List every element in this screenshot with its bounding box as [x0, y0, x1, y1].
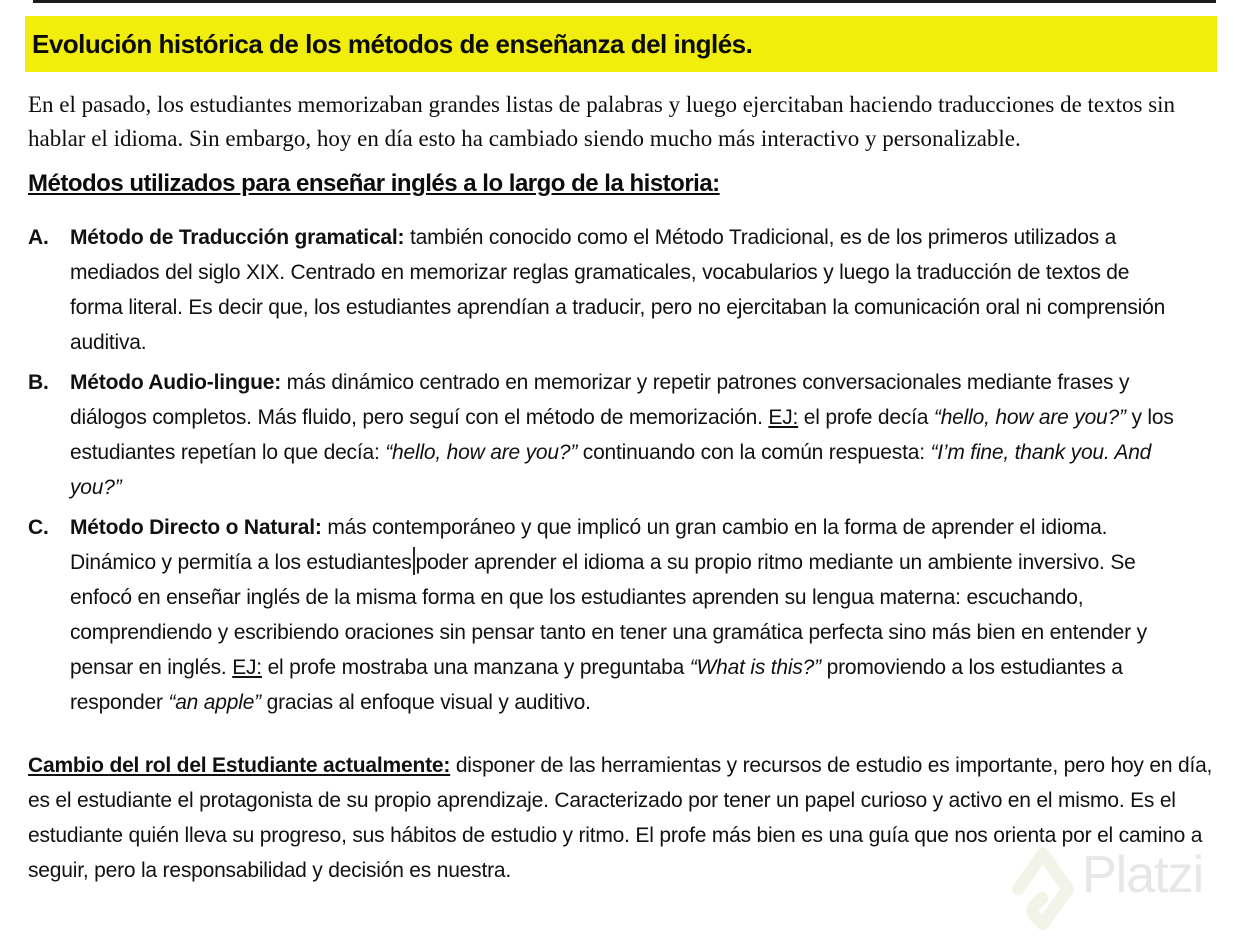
method-a-title: Método de Traducción gramatical:	[70, 226, 405, 249]
method-c-body: promoviendo a los estudiantes a responder	[70, 656, 1123, 714]
method-c-body: poder aprender el idioma a su propio ritmo mediante un ambiente inversivo. Se enfocó en enseñar inglés de la misma forma en que los estudiantes aprenden su lengua materna: escuchando, comprendiendo y escribiendo oraciones sin pensar tanto en tener una gramática perfecta sino más bien en entender y pensar en inglés.	[70, 551, 1147, 679]
text-cursor	[413, 547, 415, 575]
method-c-body: gracias al enfoque visual y auditivo.	[260, 691, 591, 714]
list-marker: B.	[28, 371, 49, 394]
method-c-body: más contemporáneo y que implicó un gran cambio en la forma de aprender el idioma. Dinámico y permitía a los estudiantes	[70, 516, 1108, 574]
method-b-body: continuando con la común respuesta:	[577, 441, 931, 464]
title-highlight-band	[25, 16, 1217, 72]
method-a-text	[70, 220, 1185, 360]
method-b-body: el profe decía	[798, 406, 934, 429]
platzi-watermark	[1012, 845, 1227, 935]
method-c-body: el profe mostraba una manzana y preguntaba	[261, 656, 690, 679]
student-role-heading: Cambio del rol del Estudiante actualmente:	[28, 754, 451, 777]
method-b-body: y los estudiantes repetían lo que decía:	[70, 406, 1174, 464]
quoted-phrase: “What is this?”	[689, 656, 821, 679]
list-item-method-a	[28, 220, 1208, 360]
list-item-method-c	[28, 510, 1208, 720]
method-c-title: Método Directo o Natural:	[70, 516, 322, 539]
method-b-title: Método Audio-lingue:	[70, 371, 282, 394]
example-label: EJ:	[768, 406, 799, 429]
top-border-rule	[33, 0, 1216, 3]
list-marker: A.	[28, 226, 49, 249]
quoted-phrase: “hello, how are you?”	[385, 441, 578, 464]
methods-list	[28, 220, 1208, 725]
platzi-wordmark: Platzi	[1082, 846, 1204, 904]
student-role-body: disponer de las herramientas y recursos de estudio es importante, pero hoy en día, es el estudiante el protagonista de su propio aprendizaje. Caracterizado por tener un papel curioso y activo en el mismo. Es el estudiante quién lleva su progreso, sus hábitos de estudio y ritmo. El profe más bien es una guía que nos orienta por el camino a seguir, pero la responsabilidad y decisión es nuestra.	[28, 754, 1213, 882]
methods-section-heading: Métodos utilizados para enseñar inglés a lo largo de la historia:	[28, 170, 720, 197]
quoted-phrase: “I’m fine, thank you. And you?”	[70, 441, 1152, 499]
method-b-body: más dinámico centrado en memorizar y repetir patrones conversacionales mediante frases y diálogos completos. Más fluido, pero seguí con el método de memorización.	[70, 371, 1130, 429]
example-label: EJ:	[232, 656, 262, 679]
method-c-text	[70, 510, 1185, 720]
quoted-phrase: “an apple”	[168, 691, 261, 714]
method-a-body: también conocido como el Método Tradicional, es de los primeros utilizados a mediados del siglo XIX. Centrado en memorizar reglas gramaticales, vocabularios y luego la traducción de textos de forma literal. Es decir que, los estudiantes aprendían a traducir, pero no ejercitaban la comunicación oral ni comprensión auditiva.	[70, 226, 1166, 354]
platzi-diamond-logo-icon	[1012, 847, 1074, 931]
list-marker: C.	[28, 516, 49, 539]
intro-paragraph: En el pasado, los estudiantes memorizaban grandes listas de palabras y luego ejercitaban haciendo traducciones de textos sin hablar el idioma. Sin embargo, hoy en día esto ha cambiado siendo mucho más interactivo y personalizable.	[28, 92, 1176, 151]
quoted-phrase: “hello, how are you?”	[933, 406, 1126, 429]
method-b-text	[70, 365, 1185, 505]
list-item-method-b	[28, 365, 1208, 505]
document-title: Evolución histórica de los métodos de enseñanza del inglés.	[32, 28, 753, 59]
